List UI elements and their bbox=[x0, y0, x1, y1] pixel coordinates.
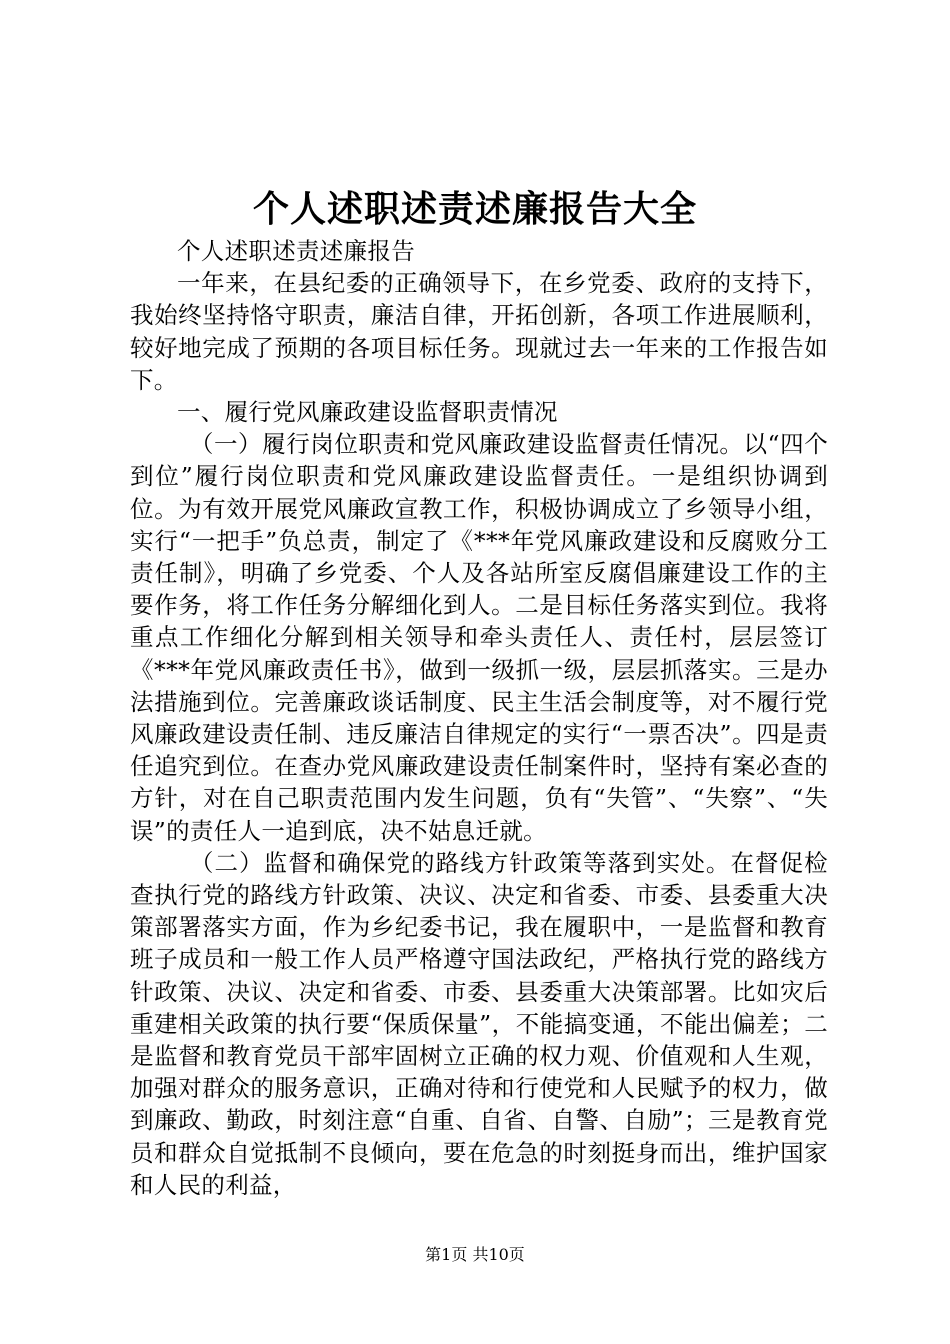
paragraph-intro: 一年来，在县纪委的正确领导下，在乡党委、政府的支持下，我始终坚持恪守职责，廉洁自律，开拓创新，各项工作进展顺利，较好地完成了预期的各项目标任务。现就过去一年来的工作报告如下。 bbox=[130, 269, 828, 394]
document-title: 个人述职述责述廉报告大全 bbox=[252, 188, 697, 230]
paragraph-subsection-2: （二）监督和确保党的路线方针政策等落到实处。在督促检查执行党的路线方针政策、决议、决定和省委、市委、县委重大决策部署落实方面，作为乡纪委书记，我在履职中，一是监督和教育班子成员和一般工作人员严格遵守国法政纪，严格执行党的路线方针政策、决议、决定和省委、市委、县委重大决策部署。比如灾后重建相关政策的执行要“保质保量”，不能搞变通，不能出偏差；二是监督和教育党员干部牢固树立正确的权力观、价值观和人生观，加强对群众的服务意识，正确对待和行使党和人民赋予的权力，做到廉政、勤政，时刻注意“自重、自省、自警、自励”；三是教育党员和群众自觉抵制不良倾向，要在危急的时刻挺身而出，维护国家和人民的利益， bbox=[130, 848, 828, 1199]
paragraph-heading: 个人述职述责述廉报告 bbox=[177, 237, 415, 265]
section-heading: 一、履行党风廉政建设监督职责情况 bbox=[177, 398, 558, 427]
page-footer: 第1页 共10页 bbox=[425, 1245, 525, 1264]
paragraph-subsection-1: （一）履行岗位职责和党风廉政建设监督责任情况。以“四个到位”履行岗位职责和党风廉政建设监督责任。一是组织协调到位。为有效开展党风廉政宣教工作，积极协调成立了乡领导小组，实行“一把手”负总责，制定了《***年党风廉政建设和反腐败分工责任制》，明确了乡党委、个人及各站所室反腐倡廉建设工作的主要作务，将工作任务分解细化到人。二是目标任务落实到位。我将重点工作细化分解到相关领导和牵头责任人、责任村，层层签订《***年党风廉政责任书》，做到一级抓一级，层层抓落实。三是办法措施到位。完善廉政谈话制度、民主生活会制度等，对不履行党风廉政建设责任制、违反廉洁自律规定的实行“一票否决”。四是责任追究到位。在查办党风廉政建设责任制案件时，坚持有案必查的方针，对在自己职责范围内发生问题，负有“失管”、“失察”、“失误”的责任人一追到底，决不姑息迁就。 bbox=[130, 430, 828, 845]
document-body bbox=[130, 235, 828, 1201]
